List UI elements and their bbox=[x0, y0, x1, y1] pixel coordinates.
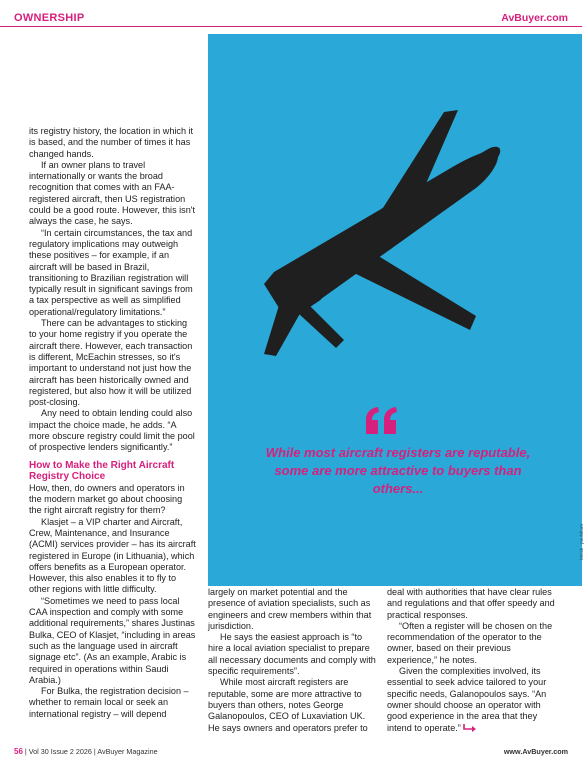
pull-quote: While most aircraft registers are reputable, some are more attractive to buyers than others... bbox=[265, 445, 531, 496]
paragraph: While most aircraft registers are reputable, some are more attractive to buyers than others, notes George Galanopoulos, CEO of Luxaviation UK. He says owners and operators prefer to bbox=[208, 677, 368, 733]
footer-url[interactable]: www.AvBuyer.com bbox=[503, 747, 568, 756]
closing-text: Given the complexities involved, its essential to seek advice tailored to your specific needs, Galanopoulos says. “An owner should choose an operator with good experience in the area that they intend to operate.” bbox=[387, 666, 547, 733]
paragraph: largely on market potential and the presence of aviation specialists, such as engineers and crew members within that jurisdiction. bbox=[208, 587, 372, 631]
end-arrow-icon bbox=[463, 724, 477, 732]
paragraph: How, then, do owners and operators in the modern market go about choosing the right aircraft registry for them? bbox=[29, 482, 185, 516]
article-column-1 bbox=[29, 126, 197, 720]
paragraph: He says the easiest approach is “to hire a local aviation specialist to prepare all necessary documents and comply with specific requirements”. bbox=[208, 632, 376, 677]
paragraph: its registry history, the location in which it is based, and the number of times it has changed hands. bbox=[29, 126, 194, 159]
subheading: How to Make the Right Aircraft Registry Choice bbox=[29, 459, 175, 483]
paragraph bbox=[387, 666, 557, 734]
paragraph: “In certain circumstances, the tax and regulatory implications may outweigh these positives – for example, if an aircraft will be based in Brazil, transitioning to Brazilian registration will typically result in significant savings from a tax perspective as well as simplified operational/regulatory limitations.” bbox=[29, 227, 193, 317]
paragraph: “Sometimes we need to pass local CAA inspection and comply with some additional requirements,” shares Justinas Bulka, CEO of Klasjet, “including in areas such as the language used in aircraft signage etc”. (As an example, Arabic is required in operations within Saudi Arabia.) bbox=[29, 595, 196, 685]
airplane-silhouette-icon bbox=[244, 104, 504, 374]
article-column-3 bbox=[387, 587, 557, 734]
page-number: 56 bbox=[14, 747, 23, 756]
section-label: OWNERSHIP bbox=[14, 12, 85, 24]
hero-image bbox=[208, 34, 582, 586]
paragraph: Any need to obtain lending could also impact the choice made, he adds. “A more obscure registry could limit the pool of prospective lenders significantly.” bbox=[29, 408, 195, 453]
paragraph: There can be advantages to sticking to your home registry if you operate the aircraft there. However, each transaction is different, McEachin stresses, so it's important to understand not just how the aircraft has been historically owned and registered, but also how it will be utilized post-closing. bbox=[29, 318, 193, 408]
paragraph: For Bulka, the registration decision – whether to remain local or seek an international registry – will depend bbox=[29, 686, 189, 719]
paragraph: deal with authorities that have clear rules and regulations and that offer speedy and practical responses. bbox=[387, 587, 555, 620]
header-divider bbox=[0, 26, 582, 27]
issue-info: | Vol 30 Issue 2 2026 | AvBuyer Magazine bbox=[22, 747, 158, 756]
article-column-2 bbox=[208, 587, 376, 734]
footer-issue bbox=[14, 747, 158, 756]
paragraph: “Often a register will be chosen on the recommendation of the operator to the owner, based on their previous experience,” he notes. bbox=[387, 620, 553, 665]
quote-mark-icon bbox=[364, 406, 400, 436]
paragraph: If an owner plans to travel internationally or wants the broad recognition that comes with an FAA-registered aircraft, then US registration could be a good route. However, this isn't always the case, he says. bbox=[29, 159, 196, 227]
paragraph: Klasjet – a VIP charter and Aircraft, Crew, Maintenance, and Insurance (ACMI) services provider – has its aircraft registered in Europe (in Lithuania), which offers benefits as a European operator. However, this also enables it to fly to other regions with little difficulty. bbox=[29, 516, 196, 595]
photo-credit: iStock - paulsburn bbox=[579, 524, 584, 561]
brand-logo[interactable]: AvBuyer.com bbox=[501, 12, 568, 24]
